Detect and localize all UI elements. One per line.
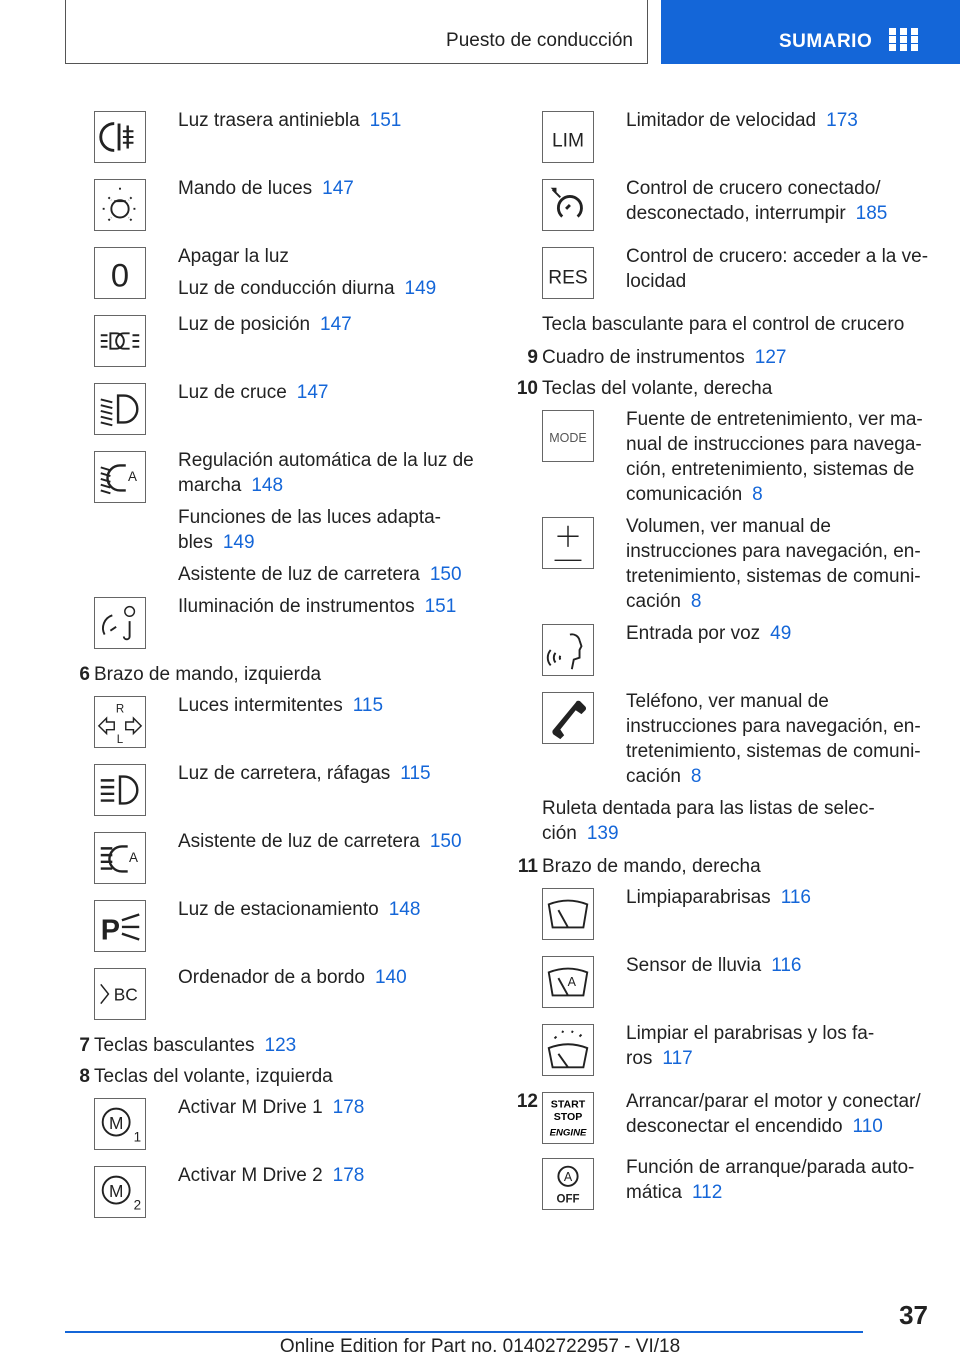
item-9 — [510, 345, 930, 370]
entry-row — [94, 965, 482, 1033]
speed-limiter-lim-icon — [542, 111, 594, 163]
page-link[interactable]: 149 — [404, 278, 437, 299]
item-text: Teclas basculantes — [94, 1035, 255, 1056]
svg-text:START: START — [550, 1098, 586, 1111]
page-link[interactable]: 8 — [690, 591, 702, 612]
entry-text: Fuente de entretenimiento, ver ma-nual de instrucciones para navega-ción, entretenimiento, sistemas de comunicación — [626, 409, 923, 505]
entry-text: Control de crucero conectado/ desconectado, interrumpir — [626, 178, 881, 224]
svg-text:1: 1 — [133, 1129, 142, 1145]
svg-text:A: A — [563, 1170, 573, 1185]
volume-plus-minus-icon — [542, 517, 594, 569]
sumario-button[interactable] — [661, 0, 960, 64]
resume-res-icon — [542, 247, 594, 299]
page-link[interactable]: 49 — [770, 623, 792, 644]
item-6 — [62, 662, 482, 687]
entry-text: Asistente de luz de carretera — [178, 564, 420, 585]
svg-text:OFF: OFF — [556, 1193, 580, 1206]
svg-text:A: A — [128, 468, 137, 484]
page-number: 37 — [899, 1300, 928, 1330]
entry-row — [542, 244, 930, 312]
entry-text: Mando de luces — [178, 178, 313, 199]
page-link[interactable]: 147 — [322, 178, 354, 199]
page-link[interactable]: 123 — [264, 1035, 297, 1056]
entry-row — [94, 380, 482, 448]
entry-row — [542, 885, 930, 953]
page-link[interactable]: 110 — [852, 1116, 883, 1137]
entry-text: Luz de conducción diurna — [178, 278, 395, 299]
m-drive-2-icon — [94, 1166, 146, 1218]
item-number: 10 — [516, 378, 538, 399]
page-link[interactable]: 8 — [690, 766, 702, 787]
item-number: 12 — [516, 1091, 538, 1112]
page-link[interactable]: 150 — [429, 564, 462, 585]
entry-row — [94, 108, 482, 176]
svg-text:LIM: LIM — [551, 130, 585, 152]
section-title: Puesto de conducción — [446, 30, 633, 51]
cruise-control-icon — [542, 179, 594, 231]
svg-text:RES: RES — [548, 267, 588, 289]
entry-row — [94, 312, 482, 380]
right-column — [510, 108, 930, 1223]
header-box — [65, 0, 648, 64]
item-number: 8 — [79, 1066, 90, 1087]
item-text: Teclas del volante, izquierda — [94, 1066, 333, 1087]
page-link[interactable]: 185 — [855, 203, 888, 224]
svg-text:MODE: MODE — [549, 430, 587, 445]
high-beam-assist-icon — [94, 832, 146, 884]
svg-text:M: M — [108, 1180, 124, 1201]
page-link[interactable]: 140 — [374, 967, 407, 988]
item-number: 7 — [79, 1035, 90, 1056]
entry-text: Luces intermitentes — [178, 695, 343, 716]
svg-text:L: L — [116, 734, 124, 747]
item-text: Arrancar/parar el motor y conectar/ desconectar el encendido — [626, 1091, 921, 1137]
svg-text:A: A — [128, 849, 138, 865]
page-link[interactable]: 151 — [369, 110, 402, 131]
parking-light-side-icon — [94, 900, 146, 952]
item-number: 11 — [517, 856, 538, 877]
entry-text: Función de arranque/parada auto-mática — [626, 1157, 915, 1203]
auto-headlight-icon — [94, 451, 146, 503]
entry-text: Apagar la luz — [178, 246, 289, 267]
page-link[interactable]: 151 — [424, 596, 457, 617]
entry-row — [542, 407, 930, 507]
entry-row — [542, 621, 930, 689]
item-7 — [62, 1033, 482, 1058]
entry-text: Sensor de lluvia — [626, 955, 762, 976]
entry-text: Luz de cruce — [178, 382, 287, 403]
thumbwheel-label: Ruleta dentada para las listas de selec-ción — [542, 798, 875, 844]
entry-text: Activar M Drive 2 — [178, 1165, 323, 1186]
entry-text: Teléfono, ver manual de instrucciones para navegación, en-tretenimiento, sistemas de comuni-cación — [626, 691, 921, 787]
item-10 — [510, 376, 930, 401]
entry-row — [94, 829, 482, 897]
svg-text:ENGINE: ENGINE — [549, 1127, 587, 1139]
entry-text: Limpiar el parabrisas y los fa-ros — [626, 1023, 875, 1069]
page-link[interactable]: 148 — [251, 475, 284, 496]
m-drive-1-icon — [94, 1098, 146, 1150]
entry-text: Volumen, ver manual de instrucciones para navegación, en-tretenimiento, sistemas de comuni-cación — [626, 516, 921, 612]
page-link[interactable]: 116 — [780, 887, 811, 908]
entry-row — [94, 176, 482, 244]
entry-row — [94, 594, 482, 662]
page-link[interactable]: 8 — [752, 484, 763, 505]
entry-row — [94, 897, 482, 965]
entry-row — [94, 448, 482, 587]
item-12 — [516, 1089, 930, 1155]
page-link[interactable]: 115 — [400, 763, 431, 784]
start-stop-engine-icon — [542, 1092, 594, 1144]
svg-text:0: 0 — [110, 256, 130, 294]
rain-sensor-icon — [542, 956, 594, 1008]
page-link[interactable]: 147 — [320, 314, 352, 335]
entry-row — [542, 689, 930, 789]
entry-row — [542, 953, 930, 1021]
entry-text: Luz de estacionamiento — [178, 899, 379, 920]
turn-signal-icon — [94, 696, 146, 748]
page-link[interactable]: 178 — [332, 1165, 365, 1186]
page-link[interactable]: 115 — [352, 695, 384, 716]
entry-row — [94, 1163, 482, 1231]
svg-text:2: 2 — [133, 1197, 142, 1213]
entry-text: Luz trasera antiniebla — [178, 110, 360, 131]
onboard-computer-bc-icon — [94, 968, 146, 1020]
footer-edition: Online Edition for Part no. 01402722957 - VI/18 — [279, 1336, 681, 1357]
parking-light-icon — [94, 315, 146, 367]
wiper-icon — [542, 888, 594, 940]
page-link[interactable]: 147 — [296, 382, 329, 403]
entry-text: Luz de posición — [178, 314, 311, 335]
entry-row — [542, 108, 930, 176]
item-text: Brazo de mando, izquierda — [94, 664, 322, 685]
page-link[interactable]: 116 — [771, 955, 802, 976]
entry-text: Control de crucero: acceder a la ve-locidad — [626, 246, 929, 292]
svg-text:R: R — [115, 703, 125, 716]
mode-button-icon — [542, 410, 594, 462]
entry-text: Luz de carretera, ráfagas — [178, 763, 391, 784]
entry-text: Funciones de las luces adapta-bles — [178, 507, 441, 553]
high-beam-icon — [94, 764, 146, 816]
entry-text: Ordenador de a bordo — [178, 967, 365, 988]
item-text: Brazo de mando, derecha — [542, 856, 761, 877]
item-8 — [62, 1064, 482, 1089]
thumbwheel-text — [542, 796, 930, 846]
footer-divider — [65, 1331, 863, 1333]
page-link[interactable]: 150 — [429, 831, 462, 852]
svg-text:STOP: STOP — [553, 1110, 583, 1123]
voice-input-icon — [542, 624, 594, 676]
svg-text:P: P — [100, 914, 121, 947]
entry-text: Asistente de luz de carretera — [178, 831, 420, 852]
entry-text: Limitador de velocidad — [626, 110, 817, 131]
entry-row — [94, 1095, 482, 1163]
entry-row — [542, 176, 930, 244]
washer-icon — [542, 1024, 594, 1076]
entry-row — [542, 1021, 930, 1089]
item-11 — [510, 854, 930, 879]
entry-text: Iluminación de instrumentos — [178, 596, 415, 617]
grid-menu-icon — [889, 28, 919, 52]
page-link[interactable]: 139 — [586, 823, 619, 844]
entry-row — [542, 1155, 930, 1223]
item-text: Teclas del volante, derecha — [542, 378, 773, 399]
light-control-icon — [94, 179, 146, 231]
svg-text:BC: BC — [113, 984, 138, 1005]
entry-row — [94, 761, 482, 829]
page-link[interactable]: 112 — [691, 1182, 723, 1203]
item-number: 6 — [79, 664, 90, 685]
phone-icon — [542, 692, 594, 744]
entry-row — [94, 244, 482, 312]
entry-row — [94, 693, 482, 761]
entry-row — [542, 514, 930, 614]
instrument-lighting-icon — [94, 597, 146, 649]
page-link[interactable]: 127 — [754, 347, 787, 368]
entry-text: Activar M Drive 1 — [178, 1097, 323, 1118]
entry-text: Limpiaparabrisas — [626, 887, 771, 908]
page-link[interactable]: 148 — [388, 899, 421, 920]
rocker-text: Tecla basculante para el control de crucero — [542, 314, 905, 335]
svg-text:A: A — [567, 974, 577, 989]
left-column — [62, 108, 482, 1231]
item-number: 9 — [527, 347, 538, 368]
auto-start-stop-off-icon — [542, 1158, 594, 1210]
entry-text: Entrada por voz — [626, 623, 761, 644]
page-link[interactable]: 117 — [662, 1048, 693, 1069]
rear-fog-light-icon — [94, 111, 146, 163]
page-link[interactable]: 149 — [222, 532, 255, 553]
page-link[interactable]: 178 — [332, 1097, 365, 1118]
sumario-label: SUMARIO — [779, 31, 873, 52]
page-link[interactable]: 173 — [826, 110, 858, 131]
item-text: Cuadro de instrumentos — [542, 347, 745, 368]
svg-text:M: M — [108, 1112, 124, 1133]
entry-text: Regulación automática de la luz de marcha — [178, 450, 474, 496]
light-off-zero-icon — [94, 247, 146, 299]
low-beam-icon — [94, 383, 146, 435]
